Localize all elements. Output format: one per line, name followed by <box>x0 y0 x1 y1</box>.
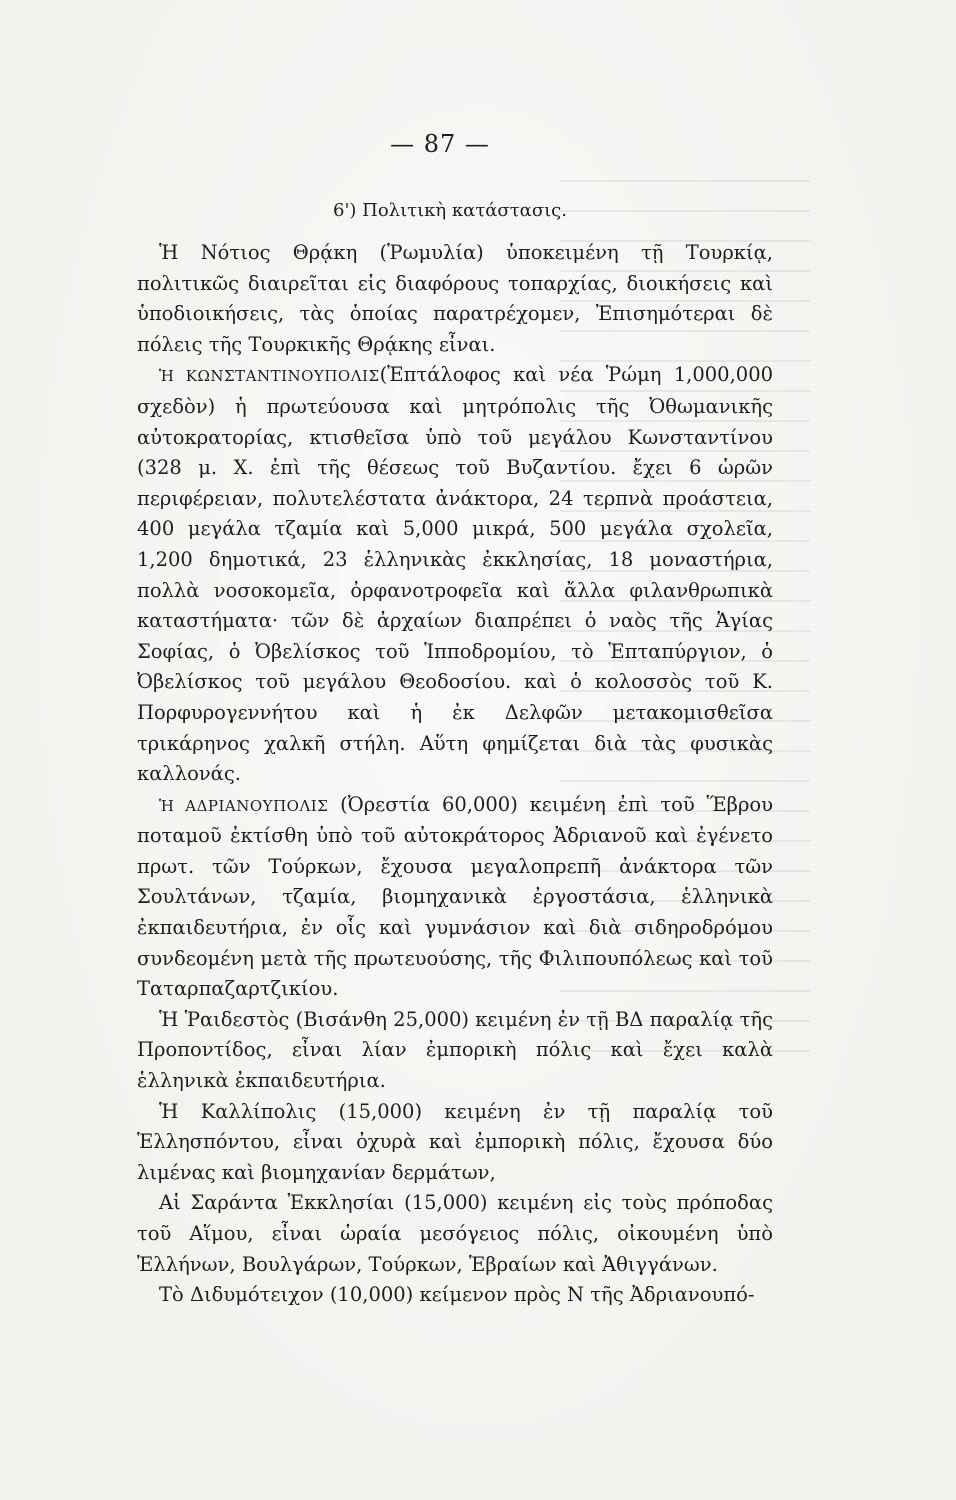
paragraph-text: Ἡ Καλλίπολις (15,000) κειμένη ἐν τῇ παραλίᾳ τοῦ Ἑλλησπόντου, εἶναι ὀχυρὰ καὶ ἐμπορικὴ πόλις, ἔχουσα δύο λιμένας καὶ βιομηχανίαν δερμάτων, <box>137 1099 773 1184</box>
paragraph-constantinople <box>137 360 773 789</box>
page-number: — 87 — <box>390 130 490 158</box>
paragraph-thrace-intro <box>137 238 773 360</box>
paragraph-text: Ἡ Ῥαιδεστὸς (Βισάνθη 25,000) κειμένη ἐν τῇ ΒΔ παραλίᾳ τῆς Προποντίδος, εἶναι λίαν ἐμπορικὴ πόλις καὶ ἔχει καλὰ ἑλληνικὰ ἐκπαιδευτήρια. <box>137 1007 773 1093</box>
paragraph-saranta-ekklisies <box>137 1188 773 1280</box>
paragraph-didymoteicho <box>137 1280 773 1311</box>
paragraph-text: Αἱ Σαράντα Ἐκκλησίαι (15,000) κειμένη εἰς τοὺς πρόποδας τοῦ Αἵμου, εἶναι ὡραία μεσόγειος πόλις, οἰκουμένη ὑπὸ Ἑλλήνων, Βουλγάρων, Τούρκων, Ἑβραίων καὶ Ἀθιγγάνων. <box>137 1191 773 1276</box>
section-heading: 6') Πολιτικὴ κατάστασις. <box>333 200 567 221</box>
paragraph-raidestos <box>137 1005 773 1097</box>
paragraph-adrianople <box>137 790 773 1005</box>
paragraph-text: (Ἑπτάλοφος καὶ νέα Ῥώμη 1,000,000 σχεδὸν) ἡ πρωτεύουσα καὶ μητρόπολις τῆς Ὀθωμανικῆς αὐτοκρατορίας, κτισθεῖσα ὑπὸ τοῦ μεγάλου Κωνσταντίνου (328 μ. Χ. ἐπὶ τῆς θέσεως τοῦ Βυζαντίου. ἔχει 6 ὡρῶν περιφέρειαν, πολυτελέστατα ἀνάκτορα, 24 τερπνὰ προάστεια, 400 μεγάλα τζαμία καὶ 5,000 μικρά, 500 μεγάλα σχολεῖα, 1,200 δημοτικά, 23 ἑλληνικὰς ἐκκλησίας, 18 μοναστήρια, πολλὰ νοσοκομεῖα, ὀρφανοτροφεῖα καὶ ἄλλα φιλανθρωπικὰ καταστήματα· τῶν δὲ ἀρχαίων διαπρέπει ὁ ναὸς τῆς Ἁγίας Σοφίας, ὁ Ὀβελίσκος τοῦ Ἱπποδρομίου, τὸ Ἑπταπύργιον, ὁ Ὀβελίσκος τοῦ μεγάλου Θεοδοσίου. καὶ ὁ κολοσσὸς τοῦ Κ. Πορφυρογεννήτου καὶ ἡ ἐκ Δελφῶν μετακομισθεῖσα τρικάρηνος χαλκῆ στήλη. Αὕτη φημίζεται διὰ τὰς φυσικὰς καλλονάς. <box>137 363 774 786</box>
paragraph-kallipolis <box>137 1097 773 1189</box>
body-text <box>137 238 773 1311</box>
paragraph-text: (Ὀρεστία 60,000) κειμένη ἐπὶ τοῦ Ἕβρου ποταμοῦ ἐκτίσθη ὑπὸ τοῦ αὐτοκράτορος Ἀδριανοῦ καὶ ἐγένετο πρωτ. τῶν Τούρκων, ἔχουσα μεγαλοπρεπῆ ἀνάκτορα τῶν Σουλτάνων, τζαμία, βιομηχανικὰ ἐργοστάσια, ἑλληνικὰ ἐκπαιδευτήρια, ἐν οἷς καὶ γυμνάσιον καὶ διὰ σιδηροδρόμου συνδεομένη μετὰ τῆς πρωτευούσης, τῆς Φιλιπουπόλεως καὶ τοῦ Ταταρπαζαρτζικίου. <box>137 792 774 1001</box>
city-name-constantinople: Ἡ ΚΩΝΣΤΑΝΤΙΝΟΥΠΟΛΙΣ <box>159 367 380 386</box>
paragraph-text: Ἡ Νότιος Θρᾴκη (Ῥωμυλία) ὑποκειμένη τῇ Τουρκίᾳ, πολιτικῶς διαιρεῖται εἰς διαφόρους τοπαρχίας, διοικήσεις καὶ ὑποδιοικήσεις, τὰς ὁποίας παρατρέχομεν, Ἐπισημότεραι δὲ πόλεις τῆς Τουρκικῆς Θρᾴκης εἶναι. <box>137 241 773 356</box>
paragraph-text: Τὸ Διδυμότειχον (10,000) κείμενον πρὸς Ν τῆς Ἀδριανουπό- <box>159 1283 755 1307</box>
city-name-adrianople: Ἡ ΑΔΡΙΑΝΟΥΠΟΛΙΣ <box>159 796 329 815</box>
